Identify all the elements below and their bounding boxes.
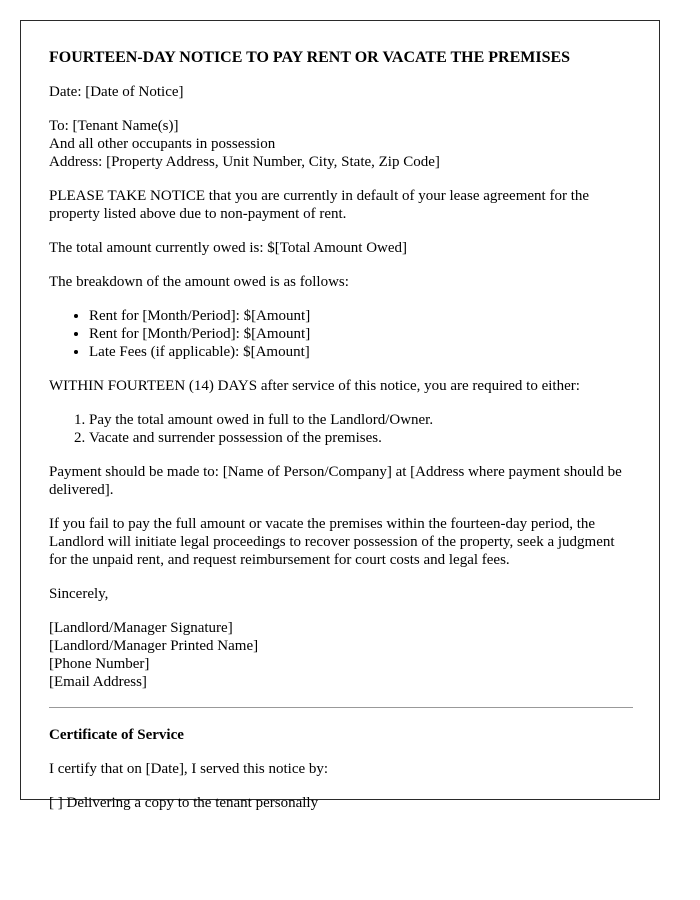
- section-divider: [49, 707, 633, 708]
- options-list: [49, 411, 633, 447]
- option-item: 1. Pay the total amount owed in full to the Landlord/Owner.: [89, 411, 633, 429]
- option-item: 2. Vacate and surrender possession of the premises.: [89, 429, 633, 447]
- recipient-line: Address: [Property Address, Unit Number, City, State, Zip Code]: [49, 154, 440, 170]
- date-line: Date: [Date of Notice]: [49, 84, 184, 100]
- breakdown-item: • Late Fees (if applicable): $[Amount]: [89, 343, 633, 361]
- notice-document: [20, 20, 660, 811]
- recipient-line: To: [Tenant Name(s)]: [49, 118, 179, 134]
- signature-line: [Email Address]: [49, 674, 147, 690]
- breakdown-item: • Rent for [Month/Period]: $[Amount]: [89, 307, 633, 325]
- certificate-option: [ ] Delivering a copy to the tenant personally: [49, 795, 319, 811]
- total-owed-line: The total amount currently owed is: $[Total Amount Owed]: [49, 240, 408, 256]
- within-intro: WITHIN FOURTEEN (14) DAYS after service of this notice, you are required to either:: [49, 378, 580, 394]
- closing: Sincerely,: [49, 586, 109, 602]
- breakdown-list: [49, 307, 633, 361]
- recipient-line: And all other occupants in possession: [49, 136, 276, 152]
- notice-paragraph: PLEASE TAKE NOTICE that you are currently in default of your lease agreement for the property listed above due to non-payment of rent.: [49, 188, 590, 222]
- recipient-block: [49, 117, 633, 171]
- breakdown-item: • Rent for [Month/Period]: $[Amount]: [89, 325, 633, 343]
- document-title: FOURTEEN-DAY NOTICE TO PAY RENT OR VACATE THE PREMISES: [49, 49, 571, 66]
- breakdown-intro: The breakdown of the amount owed is as follows:: [49, 274, 349, 290]
- payment-paragraph: Payment should be made to: [Name of Person/Company] at [Address where payment should be delivered].: [49, 464, 622, 498]
- signature-line: [Landlord/Manager Signature]: [49, 620, 233, 636]
- certificate-text: I certify that on [Date], I served this notice by:: [49, 761, 329, 777]
- signature-line: [Phone Number]: [49, 656, 150, 672]
- certificate-title: Certificate of Service: [49, 727, 184, 743]
- failure-paragraph: If you fail to pay the full amount or vacate the premises within the fourteen-day period, the Landlord will initiate legal proceedings to recover possession of the property, seek a judgment for the unpaid rent, and request reimbursement for court costs and legal fees.: [49, 516, 615, 568]
- signature-block: [49, 619, 633, 691]
- document-content: [49, 49, 633, 828]
- signature-line: [Landlord/Manager Printed Name]: [49, 638, 259, 654]
